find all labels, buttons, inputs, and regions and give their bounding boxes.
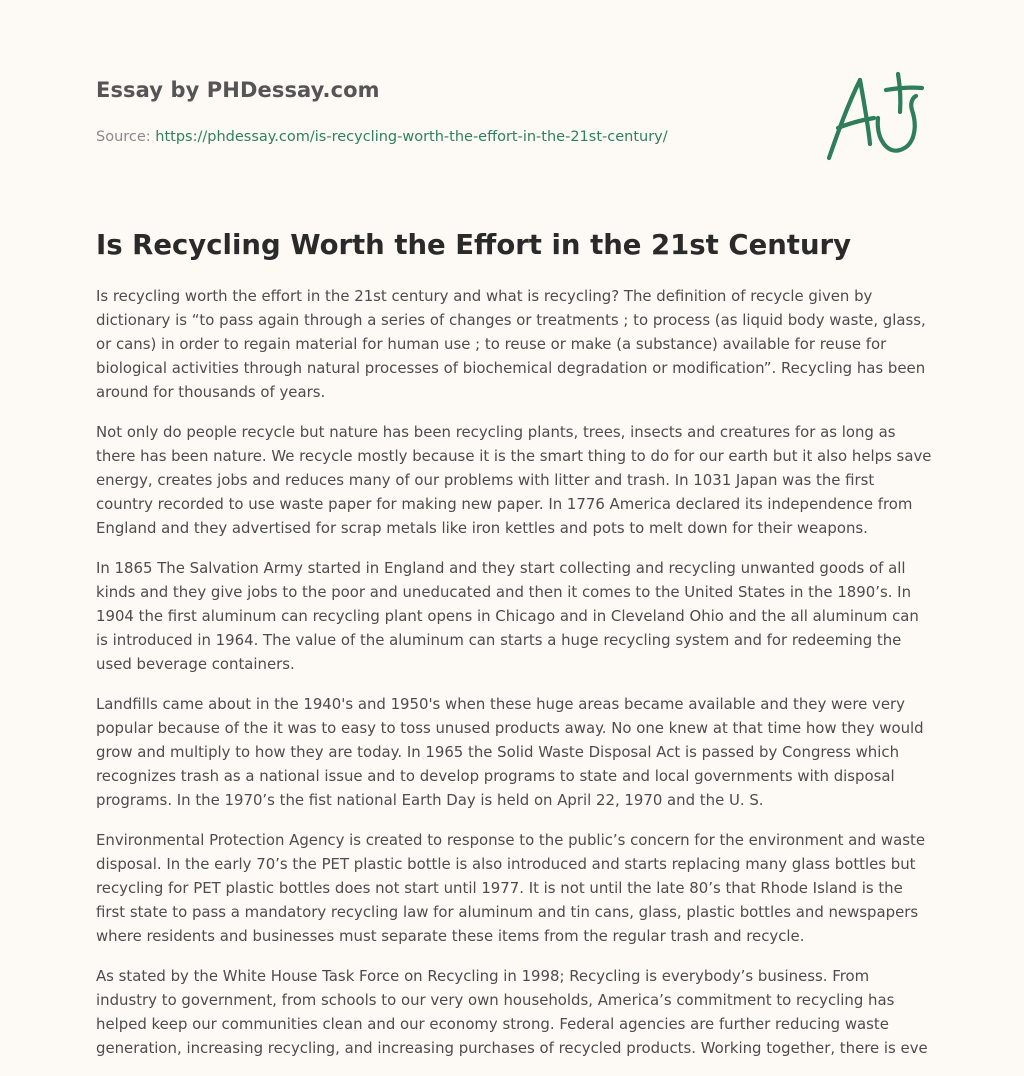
essay-paragraph: Environmental Protection Agency is created to response to the public’s concern for the environment and waste disposal. In the early 70’s the PET plastic bottle is also introduced and starts replacing many glass bottles but recycling for PET plastic bottles does not start until 1977. It is not until the late 80’s that Rhode Island is the first state to pass a mandatory recycling law for aluminum and tin cans, glass, plastic bottles and newspapers where residents and businesses must separate these items from the regular trash and recycle. [96,831,925,945]
essay-paragraph: Is recycling worth the effort in the 21st century and what is recycling? The definition of recycle given by dictionary is “to pass again through a series of changes or treatments ; to process (as liquid body waste, glass, or cans) in order to regain material for human use ; to reuse or make (a substance) available for reuse for biological activities through natural processes of biochemical degradation or modification”. Recycling has been around for thousands of years. [96,287,926,401]
source-line [96,127,796,147]
brand-title: Essay by PHDessay.com [96,78,380,102]
source-label: Source: [96,129,156,145]
essay-paragraph: In 1865 The Salvation Army started in England and they start collecting and recycling unwanted goods of all kinds and they give jobs to the poor and uneducated and then it comes to the United States in the 1890’s. In 1904 the first aluminum can recycling plant opens in Chicago and in Cleveland Ohio and the all aluminum can is introduced in 1964. The value of the aluminum can starts a huge recycling system and for redeeming the used beverage containers. [96,559,919,673]
essay-paragraph: As stated by the White House Task Force on Recycling in 1998; Recycling is everybody’s business. From industry to government, from schools to our very own households, America’s commitment to recycling has helped keep our communities clean and our economy strong. Federal agencies are further reducing waste generation, increasing recycling, and increasing purchases of recycled products. Working together, there is eve [96,967,928,1057]
source-link[interactable]: https://phdessay.com/is-recycling-worth-the-effort-in-the-21st-century/ [155,129,668,145]
essay-paragraph: Not only do people recycle but nature has been recycling plants, trees, insects and creatures for as long as there has been nature. We recycle mostly because it is the smart thing to do for our earth but it also helps save energy, creates jobs and reduces many of our problems with litter and trash. In 1031 Japan was the first country recorded to use waste paper for making new paper. In 1776 America declared its independence from England and they advertised for scrap metals like iron kettles and pots to melt down for their weapons. [96,423,932,537]
a-plus-grade-icon [816,66,932,166]
essay-title: Is Recycling Worth the Effort in the 21st Century [96,229,852,261]
essay-paragraph: Landfills came about in the 1940's and 1950's when these huge areas became available and they were very popular because of the it was to easy to toss unused products away. No one knew at that time how they would grow and multiply to how they are today. In 1965 the Solid Waste Disposal Act is passed by Congress which recognizes trash as a national issue and to develop programs to state and local governments with disposal programs. In the 1970’s the fist national Earth Day is held on April 22, 1970 and the U. S. [96,695,924,809]
essay-body [96,284,934,1076]
page-header [96,76,796,147]
